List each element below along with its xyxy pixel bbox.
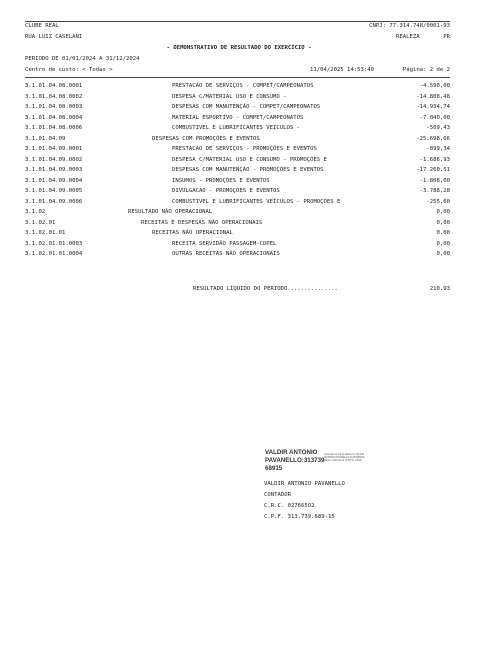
row-account-code: 3.1.01.04.09 (25, 135, 66, 142)
row-account-code: 3.1.01.04.08.0001 (25, 83, 83, 89)
row-account-value: 0,00 (436, 219, 450, 226)
svg-text:VALDIR ANTONIO: VALDIR ANTONIO (265, 449, 318, 456)
row-account-description: PRESTACAO DE SERVIÇOS - COMPET/CAMPEONATOS (172, 83, 314, 89)
company-name: CLUBE REAL (25, 23, 59, 29)
row-account-description: MATERIAL ESPORTIVO - COMPET/CAMPEONATOS (172, 114, 304, 121)
company-cnpj: CNPJ: 77.314.748/0001-93 (369, 23, 450, 29)
row-account-value: -14.934,74 (416, 104, 450, 110)
row-account-code: 3.1.02.01 (25, 219, 56, 226)
signer-crc: C.R.C. 027665O2 (264, 503, 315, 509)
net-result-label: RESULTADO LÍQUIDO DO PERIODO............... (193, 286, 338, 292)
company-city: REALEZA (396, 34, 420, 40)
row-account-value: -899,34 (426, 146, 450, 152)
row-account-value: -4.590,00 (419, 83, 450, 89)
svg-text:ANTONIO PAVANELLO:31373968915: ANTONIO PAVANELLO:31373968915 (324, 456, 365, 459)
row-account-value: -3.788,28 (419, 188, 450, 194)
row-account-value: -255,60 (426, 198, 450, 205)
row-account-description: COMBUSTIVEL E LUBRIFICANTES VEICULOS - PROMOÇÕES E (172, 198, 341, 205)
row-account-description: DESPESAS COM MANUTENÇÃO - COMPET/CAMPEONATOS (172, 104, 321, 110)
row-account-description: OUTRAS RECEITAS NÃO OPERACIONAIS (172, 251, 280, 257)
row-account-code: 3.1.01.04.09.0005 (25, 188, 83, 194)
row-account-value: -1.808,00 (419, 177, 450, 184)
row-account-code: 3.1.02.01.01.0003 (25, 240, 83, 247)
row-account-value: -509,43 (426, 125, 450, 131)
row-account-value: -25.698,66 (416, 135, 450, 142)
digital-signature-stamp (264, 447, 376, 475)
header-bottom-rule (25, 77, 450, 78)
company-address: RUA LUIZ CASELANI (25, 34, 83, 40)
signer-name: VALDIR ANTONIO PAVANELLO (264, 481, 345, 487)
row-account-description: DESPESA C/MATERIAL USO E CONSUMO - (172, 93, 287, 100)
row-account-code: 3.1.02.01.01.0004 (25, 251, 83, 257)
row-account-code: 3.1.01.04.09.0002 (25, 156, 83, 163)
row-account-description: COMBUSTIVEL E LUBRIFICANTES VEICULOS - (172, 125, 300, 131)
row-account-value: -14.808,48 (416, 93, 450, 100)
header-top-rule (25, 21, 450, 22)
row-account-code: 3.1.01.04.08.0004 (25, 114, 83, 121)
row-account-description: DIVULGACAO - PROMOÇÕES E EVENTOS (172, 188, 280, 194)
svg-text:Assinado de forma digital por: Assinado de forma digital por VALDIR (324, 453, 365, 456)
row-account-description: RECEITA SERVIDÃO PASSAGEM-COPEL (172, 240, 277, 247)
row-account-description: RESULTADO NÃO OPERACIONAL (128, 209, 213, 215)
row-account-description: DESPESAS COM PROMOÇÕES E EVENTOS (152, 135, 260, 142)
report-datetime: 11/04/2025 14:53:40 (310, 67, 374, 73)
svg-text:PAVANELLO:313739: PAVANELLO:313739 (265, 457, 325, 464)
report-title: - DEMONSTRATIVO DE RESULTADO DO EXERCÍCIO - (166, 45, 312, 51)
row-account-description: PRESTACAO DE SERVIÇOS - PROMOÇÕES E EVENTOS (172, 146, 317, 152)
row-account-description: DESPESAS COM MANUTENÇÃO - PROMOÇÕES E EVENTOS (172, 167, 324, 173)
row-account-value: -1.686,93 (419, 156, 450, 163)
row-account-description: RECEITAS NÃO OPERACIONAL (152, 230, 233, 236)
row-account-code: 3.1.01.04.09.0001 (25, 146, 83, 152)
row-account-code: 3.1.01.04.08.0003 (25, 104, 83, 110)
row-account-value: 0,00 (436, 240, 450, 247)
row-account-value: -7.040,00 (419, 114, 450, 121)
row-account-code: 3.1.02.01.01 (25, 230, 66, 236)
row-account-code: 3.1.02 (25, 209, 46, 215)
row-account-description: DESPESA C/MATERIAL USO E CONSUMO - PROMOÇÕES E (172, 156, 327, 163)
net-result-value: 210,93 (429, 286, 450, 292)
svg-text:68915: 68915 (265, 465, 283, 472)
row-account-value: 0,00 (436, 251, 450, 257)
signer-cpf: C.P.F. 313.739.689-15 (264, 514, 335, 520)
row-account-code: 3.1.01.04.08.0006 (25, 125, 83, 131)
row-account-code: 3.1.01.04.08.0002 (25, 93, 83, 100)
row-account-code: 3.1.01.04.09.0004 (25, 177, 83, 184)
row-account-code: 3.1.01.04.09.0003 (25, 167, 83, 173)
row-account-description: INSUMOS - PROMOÇÕES E EVENTOS (172, 177, 270, 184)
svg-text:Dados: 2025.04.11 14:56:51 -03: Dados: 2025.04.11 14:56:51 -03'00' (324, 459, 362, 462)
row-account-value: 0,00 (436, 209, 450, 215)
company-state: PR (443, 34, 450, 40)
row-account-code: 3.1.01.04.09.0006 (25, 198, 83, 205)
row-account-description: RECEITAS E DESPESAS NÃO OPERACIONAIS (141, 219, 263, 226)
signature-stamp-graphic (264, 447, 376, 475)
row-account-value: 0,00 (436, 230, 450, 236)
report-period: PERIODO DE 01/01/2024 A 31/12/2024 (25, 56, 140, 62)
cost-center: Centro de custo: < Todas > (25, 67, 113, 73)
page-number: Página: 2 de 2 (402, 67, 450, 73)
row-account-value: -17.260,51 (416, 167, 450, 173)
signer-role: CONTADOR (264, 492, 291, 498)
